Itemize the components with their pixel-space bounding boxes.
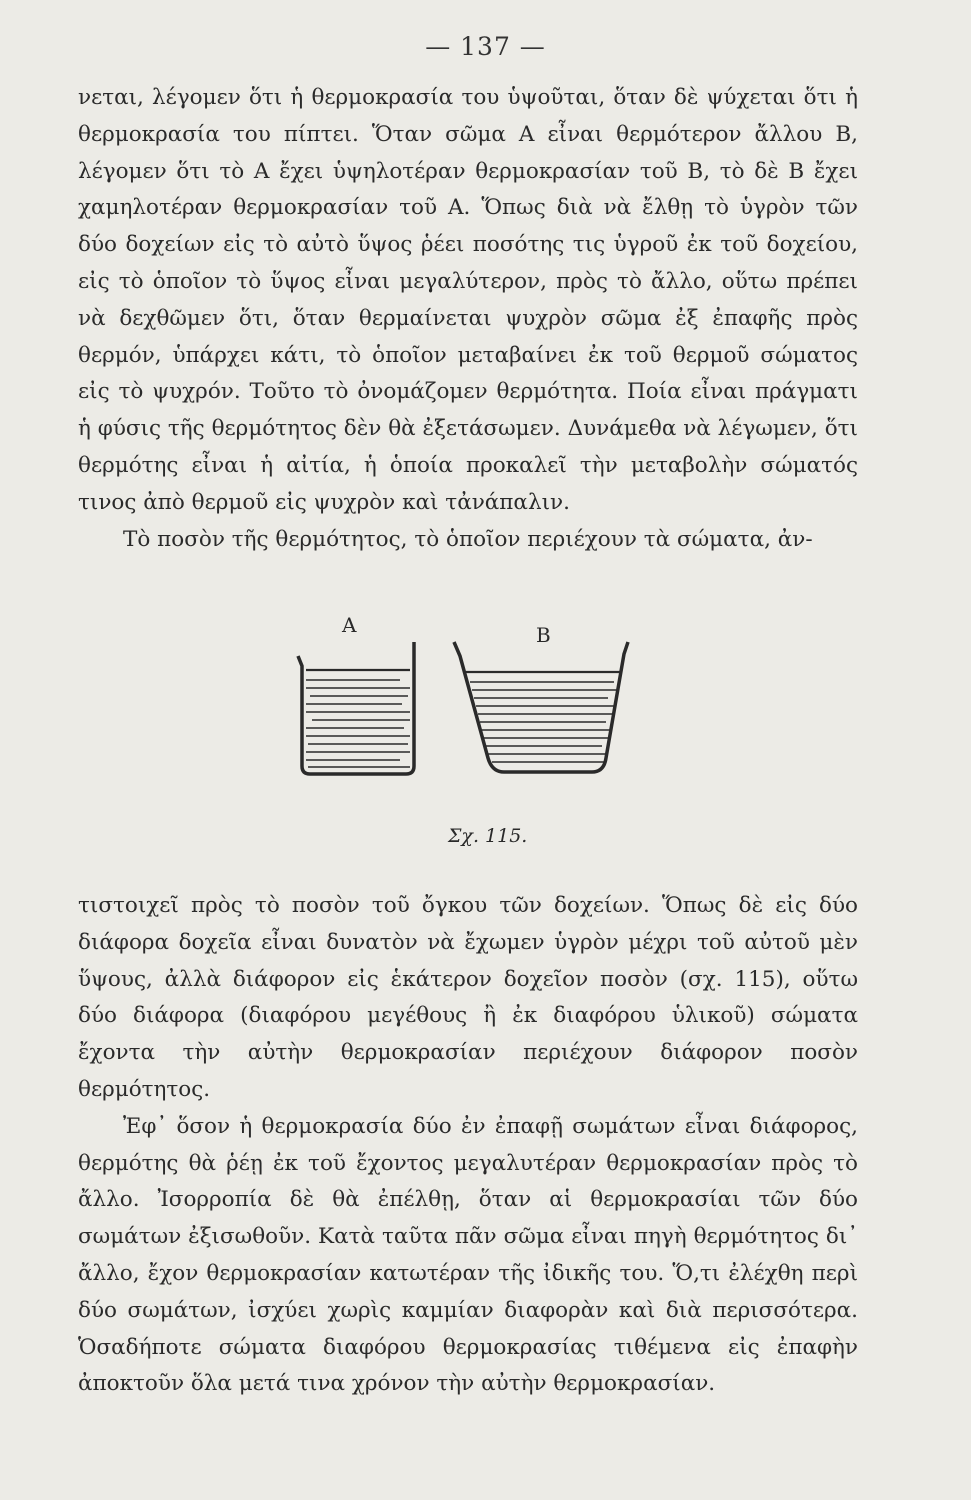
paragraph-equilibrium: Ἐφ᾽ ὅσον ἡ θερμοκρασία δύο ἐν ἐπαφῇ σωμάτων εἶναι διάφορος, θερμότης θὰ ῥέῃ ἐκ τοῦ ἔχοντος μεγαλυτέραν θερμοκρασίαν πρὸς τὸ ἄλλο. Ἰσορροπία δὲ θὰ ἐπέλθῃ, ὅταν αἱ θερμοκρασίαι τῶν δύο σωμάτων ἐξισωθοῦν. Κατὰ ταῦτα πᾶν σῶμα εἶναι πηγὴ θερμότητος δι᾽ ἄλλο, ἔχον θερμοκρασίαν κατωτέραν τῆς ἰδικῆς του. Ὅ,τι ἐλέχθη περὶ δύο σωμάτων, ἰσχύει χωρὶς καμμίαν διαφορὰν καὶ διὰ περισσότερα. Ὁσαδήποτε σώματα διαφόρου θερμοκρασίας τιθέμενα εἰς ἐπαφὴν ἀποκτοῦν ὅλα μετά τινα χρόνον τὴν αὐτὴν θερμοκρασίαν. (78, 1113, 858, 1397)
page-number: — 137 — (425, 32, 546, 61)
paragraph-continued: νεται, λέγομεν ὅτι ἡ θερμοκρασία του ὑψοῦται, ὅταν δὲ ψύχεται ὅτι ἡ θερμοκρασία του πίπτει. Ὅταν σῶμα Α εἶναι θερμότερον ἄλλου Β, λέγομεν ὅτι τὸ Α ἔχει ὑψηλοτέραν θερμοκρασίαν τοῦ Β, τὸ δὲ Β ἔχει χαμηλοτέραν θερμοκρασίαν τοῦ Α. Ὅπως διὰ νὰ ἔλθῃ τὸ ὑγρὸν τῶν δύο δοχείων εἰς τὸ αὐτὸ ὕψος ῥέει ποσότης τις ὑγροῦ ἐκ τοῦ δοχείου, εἰς τὸ ὁποῖον τὸ ὕψος εἶναι μεγαλύτερον, πρὸς τὸ ἄλλο, οὕτω πρέπει νὰ δεχθῶμεν ὅτι, ὅταν θερμαίνεται ψυχρὸν σῶμα ἐξ ἐπαφῆς πρὸς θερμόν, ὑπάρχει κάτι, τὸ ὁποῖον μεταβαίνει ἐκ τοῦ θερμοῦ σώματος εἰς τὸ ψυχρόν. Τοῦτο τὸ ὀνομάζομεν θερμότητα. Ποία εἶναι πράγματι ἡ φύσις τῆς θερμότητος δὲν θὰ ἐξετάσωμεν. Δυνάμεθα νὰ λέγωμεν, ὅτι θερμότης εἶναι ἡ αἰτία, ἡ ὁποία προκαλεῖ τὴν μεταβολὴν σώματός τινος ἀπὸ θερμοῦ εἰς ψυχρὸν καὶ τἀνάπαλιν. (78, 85, 858, 515)
label-a: A (342, 613, 357, 637)
vessel-a-liquid (306, 670, 410, 767)
vessel-b-liquid (466, 672, 620, 762)
two-vessels-diagram (290, 608, 650, 848)
figure-caption: Σχ. 115. (448, 825, 528, 847)
paragraph-vessels-comparison: τιστοιχεῖ πρὸς τὸ ποσὸν τοῦ ὄγκου τῶν δοχείων. Ὅπως δὲ εἰς δύο διάφορα δοχεῖα εἶναι δυνατὸν νὰ ἔχωμεν ὑγρὸν μέχρι τοῦ αὐτοῦ μὲν ὕψους, ἀλλὰ διάφορον εἰς ἑκάτερον δοχεῖον ποσὸν (σχ. 115), οὕτω δύο διάφορα (διαφόρου μεγέθους ἢ ἐκ διαφόρου ὑλικοῦ) σώματα ἔχοντα τὴν αὐτὴν θερμοκρασίαν περιέχουν διάφορον ποσὸν θερμότητος. (78, 893, 858, 1102)
paragraph-heat-amount: Τὸ ποσὸν τῆς θερμότητος, τὸ ὁποῖον περιέχουν τὰ σώματα, ἀν- (123, 526, 813, 552)
vessel-b (454, 642, 628, 772)
figure-115 (290, 608, 650, 848)
vessel-a (298, 642, 414, 774)
text-block-top (78, 80, 858, 558)
label-b: B (536, 623, 551, 647)
text-block-bottom (78, 888, 858, 1403)
